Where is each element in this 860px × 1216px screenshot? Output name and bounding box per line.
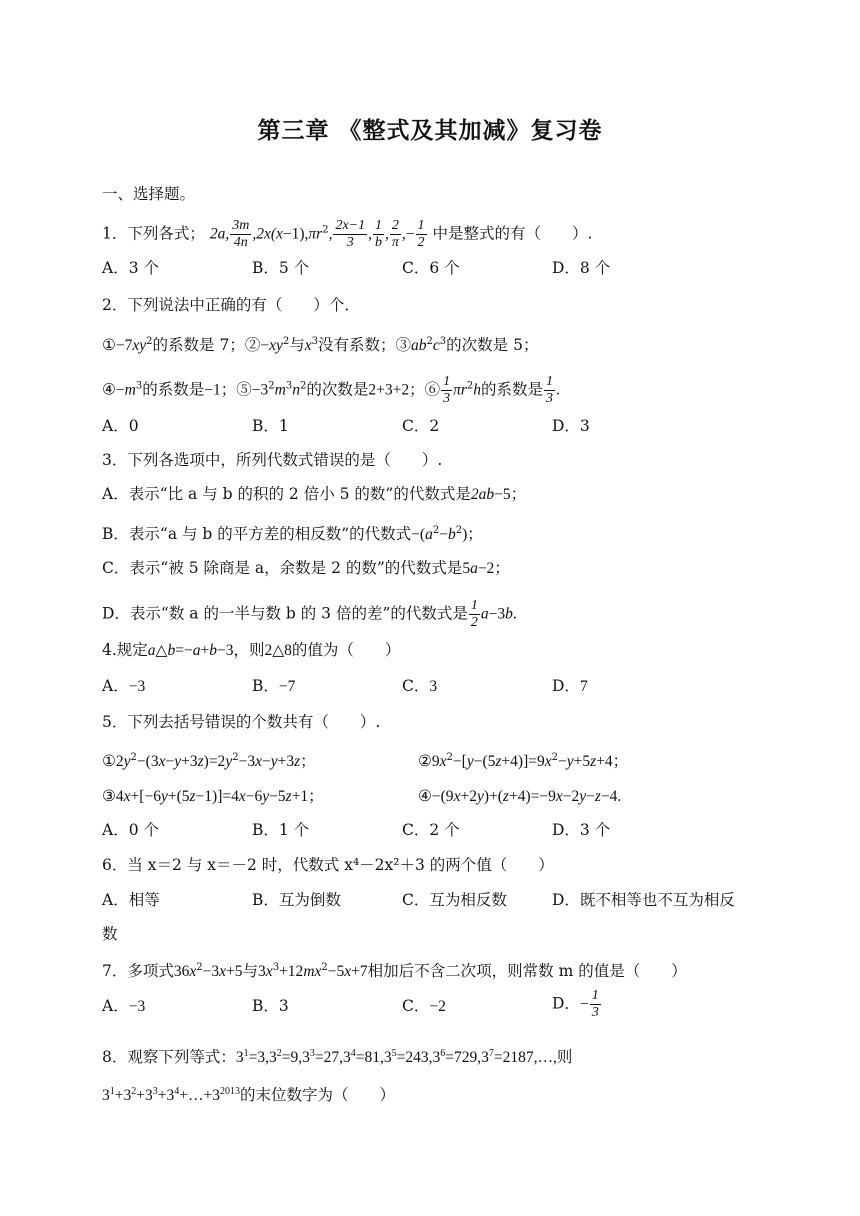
q4-option-a: A．−3 bbox=[102, 677, 146, 695]
q4-option-c: C．3 bbox=[402, 677, 438, 695]
q3-option-c: C．表示“被 5 除商是 a，余数是 2 的数”的代数式是5a−2； bbox=[102, 559, 510, 577]
q6-option-b: B．互为倒数 bbox=[252, 891, 341, 909]
q7-option-b: B．3 bbox=[252, 997, 289, 1015]
q5-item-1: $①2y^2-(3x-y+3z)=2y^2-3x-y+3z$； bbox=[102, 752, 316, 771]
q1-option-d: D．8 个 bbox=[552, 259, 611, 277]
q6-option-a: A．相等 bbox=[102, 891, 160, 909]
question-3: 3．下列各选项中，所列代数式错误的是（ ）. bbox=[102, 451, 443, 469]
q8-line-2: $3^1+3^2+3^3+3^4+\dots+3^{2013}$的末位数字为（ ） bbox=[102, 1086, 395, 1105]
question-4: 4.规定a△b=−a+b−3，则2△8的值为（ ） bbox=[102, 641, 401, 659]
q2-option-a: A．0 bbox=[102, 417, 139, 435]
q2-option-b: B．1 bbox=[252, 417, 289, 435]
question-2: 2．下列说法中正确的有（ ）个． bbox=[102, 296, 360, 314]
q6-option-d: D．既不相等也不互为相反 bbox=[552, 891, 735, 909]
question-6: 6．当 x＝2 与 x＝－2 时，代数式 x⁴－2x²＋3 的两个值（ ） bbox=[102, 856, 554, 874]
page-title: 第三章 《整式及其加减》复习卷 bbox=[257, 117, 603, 144]
question-8: 8．观察下列等式：$3^1=3,3^2=9,3^3=27,3^4=81,3^5=243,3^6=729,3^7=2187,\dots$,则 bbox=[102, 1048, 573, 1067]
q4-option-b: B．−7 bbox=[252, 677, 296, 695]
q2-line-2: $④-m^3$的系数是−1；$⑤-3^2m^3n^2$的次数是2+3+2；⑥ $\frac{1}{3}$ $\pi r^2h$的系数是 $\frac{1}{3}$ . bbox=[102, 374, 560, 406]
question-1: 1．下列各式； 2a, $\frac{3m}{4n}$ $,2x(x-1),\pi r^2$, $\frac{2x-1}{3}$ , $\frac{1}{b}$ , $\frac{2}{\pi}$ ,− $\frac{1}{2}$ 中是整式的有（ ）. bbox=[102, 218, 593, 250]
q3-option-a: A．表示“比 a 与 b 的积的 2 倍小 5 的数”的代数式是2ab−5； bbox=[102, 485, 527, 503]
q5-option-c: C．2 个 bbox=[402, 821, 460, 839]
q1-option-b: B．5 个 bbox=[252, 259, 310, 277]
section-heading: 一、选择题。 bbox=[102, 185, 196, 203]
q1-option-c: C．6 个 bbox=[402, 259, 460, 277]
q2-line-1: $①-7xy^2$的系数是 7；$②-xy^2$与$x^3$没有系数；$③ab^2c^3$的次数是 5； bbox=[102, 336, 539, 355]
q5-option-a: A．0 个 bbox=[102, 821, 159, 839]
q7-option-d: D．− $\frac{1}{3}$ bbox=[552, 988, 599, 1020]
q7-option-c: C．−2 bbox=[402, 997, 446, 1015]
q2-option-d: D．3 bbox=[552, 417, 590, 435]
q1-option-a: A．3 个 bbox=[102, 259, 159, 277]
q5-option-b: B．1 个 bbox=[252, 821, 310, 839]
q5-option-d: D．3 个 bbox=[552, 821, 611, 839]
question-5: 5．下列去括号错误的个数共有（ ）. bbox=[102, 713, 381, 731]
q2-option-c: C．2 bbox=[402, 417, 440, 435]
q7-option-a: A．−3 bbox=[102, 997, 146, 1015]
q6-option-d-wrap: 数 bbox=[102, 925, 118, 943]
q4-option-d: D．7 bbox=[552, 677, 588, 695]
q3-option-b: B．表示“a 与 b 的平方差的相反数”的代数式$-(a^2-b^2)$； bbox=[102, 525, 483, 544]
q5-item-3: ③4x+[−6y+(5z−1)]=4x−6y−5z+1； bbox=[102, 788, 324, 805]
q5-item-2: $②9x^2-[y-(5z+4)]=9x^2-y+5z+4$； bbox=[418, 752, 629, 771]
question-7: 7．多项式$36x^2-3x+5$与$3x^3+12mx^2-5x+7$相加后不含二次项，则常数 m 的值是（ ） bbox=[102, 962, 687, 981]
q3-option-d: D．表示“数 a 的一半与数 b 的 3 倍的差”的代数式是 $\frac{1}{2}$ a−3b. bbox=[102, 598, 517, 630]
q5-item-4: ④−(9x+2y)+(z+4)=−9x−2y−z−4. bbox=[418, 788, 622, 805]
q6-option-c: C．互为相反数 bbox=[402, 891, 507, 909]
